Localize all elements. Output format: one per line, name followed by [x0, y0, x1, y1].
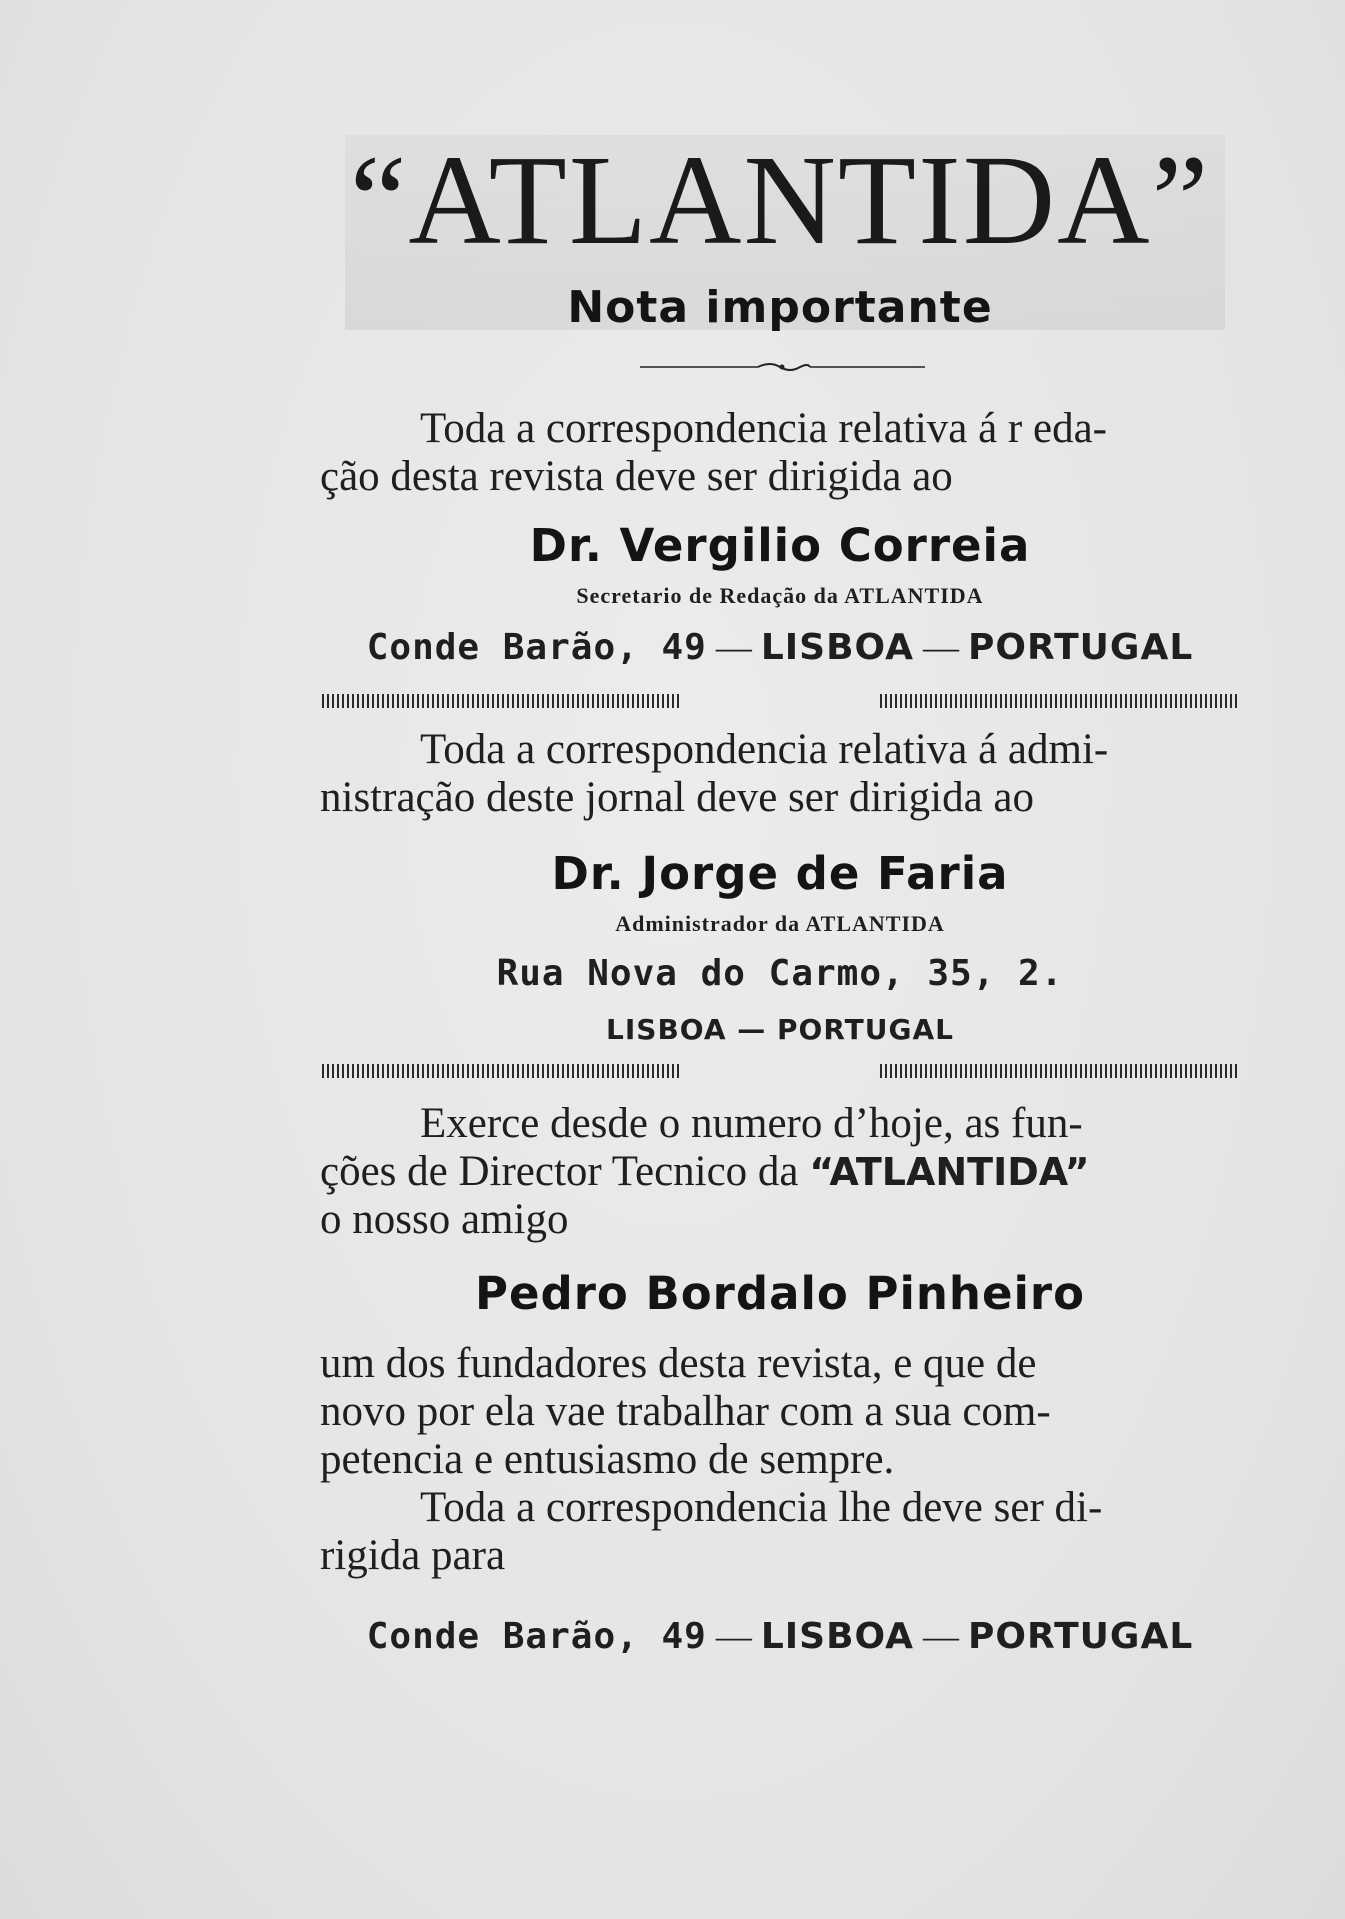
- section3-line2-text: ções de Director Tecnico da: [320, 1148, 810, 1195]
- section3-address: [320, 1614, 1240, 1659]
- section3-line2: [320, 1148, 1240, 1196]
- section2-line2: nistração deste jornal deve ser dirigida ao: [320, 774, 1034, 821]
- section3-country: PORTUGAL: [968, 1616, 1194, 1657]
- section3-line8: rigida para: [320, 1532, 506, 1579]
- section3-paragraph-2: [320, 1340, 1240, 1580]
- section3-sep2: —: [914, 1616, 969, 1656]
- section1-sep2: —: [914, 627, 969, 667]
- divider-rule-left-2: [322, 1064, 682, 1078]
- section3-line4: um dos fundadores desta revista, e que de: [320, 1340, 1037, 1387]
- section1-address: [320, 625, 1240, 670]
- section3-line6: petencia e entusiasmo de sempre.: [320, 1436, 895, 1483]
- section1-sep1: —: [706, 627, 761, 667]
- section1-line1: Toda a correspondencia relativa á r eda-: [420, 405, 1107, 452]
- section3-atlantida-mark: “ATLANTIDA”: [809, 1150, 1090, 1194]
- divider-rule-right-2: [880, 1064, 1238, 1078]
- divider-rule-left: [322, 694, 682, 708]
- divider-rule-right: [880, 694, 1238, 708]
- section3-sep1: —: [706, 1616, 761, 1656]
- section2-role: Administrador da ATLANTIDA: [615, 911, 945, 936]
- section1-name: Dr. Vergilio Correia: [529, 519, 1031, 572]
- page-title: “ATLANTIDA”: [349, 129, 1211, 271]
- section3-city: LISBOA: [760, 1616, 915, 1657]
- ornament-divider-icon: [640, 361, 925, 373]
- section2-address: [320, 951, 1240, 996]
- section2-name: Dr. Jorge de Faria: [551, 847, 1009, 900]
- section3-line1: Exerce desde o numero d’hoje, as fun-: [420, 1100, 1083, 1147]
- section3-paragraph: [320, 1100, 1240, 1244]
- section1-line2: ção desta revista deve ser dirigida ao: [320, 453, 953, 500]
- section1-role: Secretario de Redação da ATLANTIDA: [576, 583, 984, 608]
- section2-paragraph: [320, 726, 1240, 822]
- section1-paragraph: [320, 405, 1240, 501]
- section2-street: Rua Nova do Carmo, 35, 2.: [496, 953, 1064, 994]
- section3-line7: Toda a correspondencia lhe deve ser di-: [420, 1484, 1103, 1531]
- page-subtitle: Nota importante: [567, 282, 993, 333]
- section2-city-line: LISBOA — PORTUGAL: [606, 1013, 954, 1046]
- section3-name: Pedro Bordalo Pinheiro: [474, 1267, 1085, 1320]
- section2-line1: Toda a correspondencia relativa á admi-: [420, 726, 1109, 773]
- section1-city: LISBOA: [760, 627, 915, 668]
- section1-street: Conde Barão, 49: [366, 627, 707, 668]
- section3-line3: o nosso amigo: [320, 1196, 569, 1243]
- section3-line5: novo por ela vae trabalhar com a sua com-: [320, 1388, 1051, 1435]
- section3-street: Conde Barão, 49: [366, 1616, 707, 1657]
- section1-country: PORTUGAL: [968, 627, 1194, 668]
